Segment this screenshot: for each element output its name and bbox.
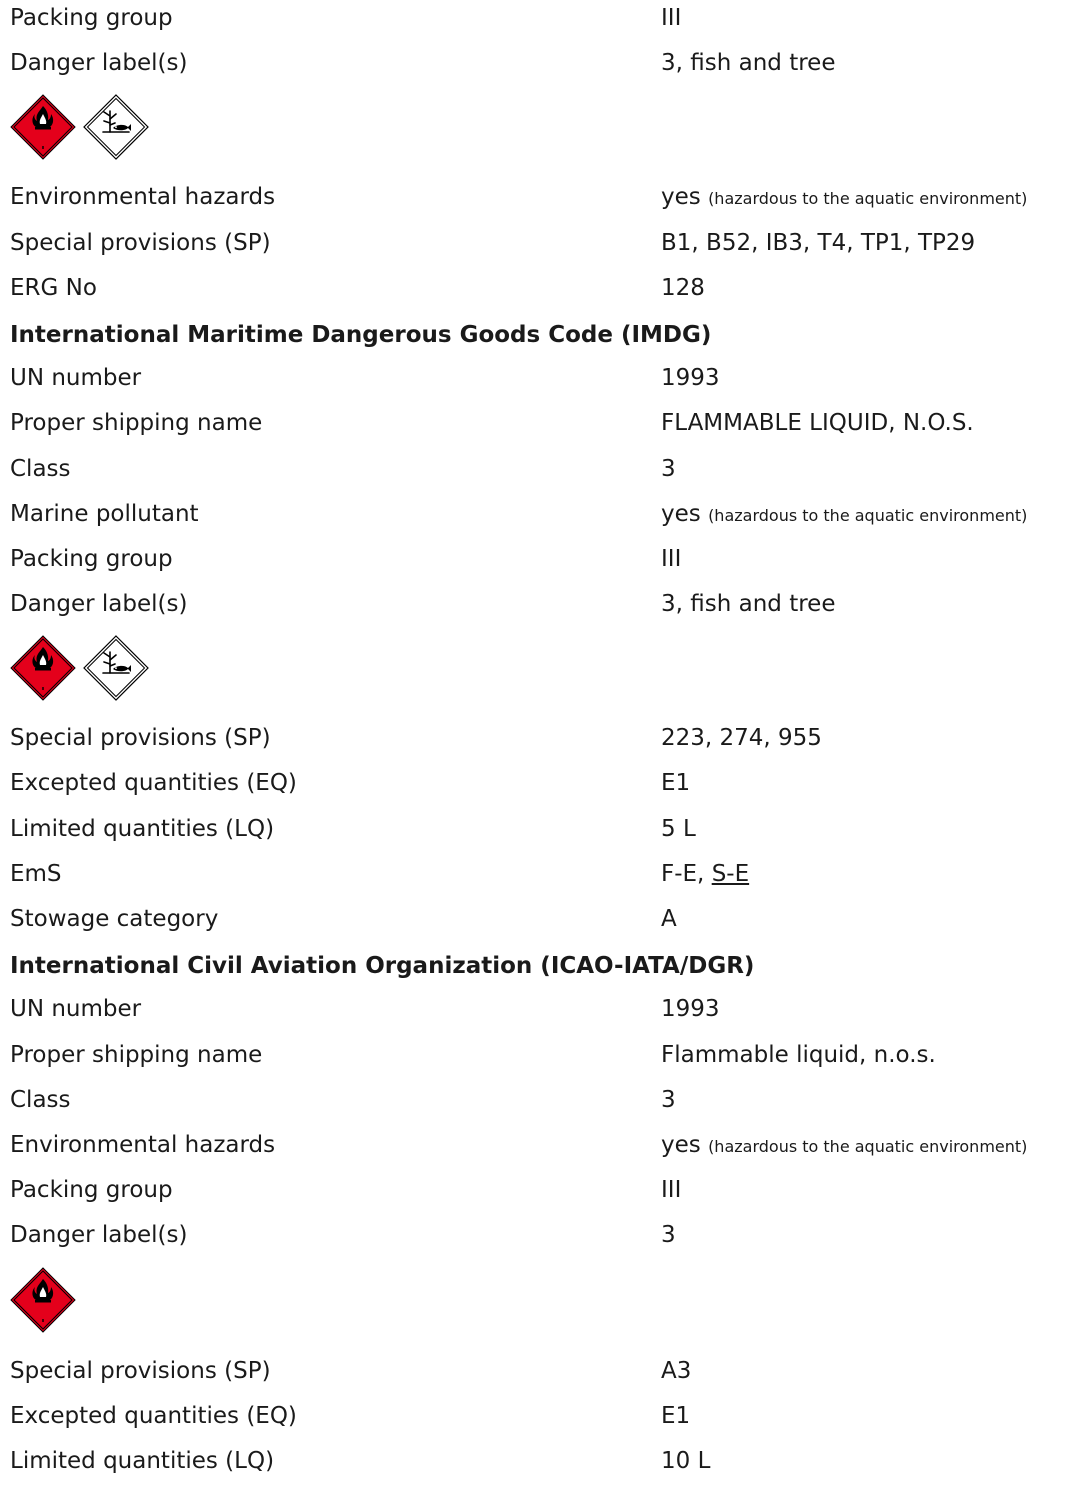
value-text: 223, 274, 955	[661, 725, 822, 752]
row-limited-quantities-lq	[10, 1443, 1083, 1488]
section-heading	[10, 946, 1083, 991]
value-text: 3	[661, 455, 676, 482]
row-label: Marine pollutant	[10, 500, 199, 527]
row-value	[661, 52, 835, 75]
row-special-provisions-sp	[10, 225, 1083, 270]
row-erg-no	[10, 270, 1083, 315]
row-label: Proper shipping name	[10, 410, 263, 437]
flammable-liquid-icon	[10, 635, 76, 701]
value-text: III	[661, 1177, 682, 1204]
value-text: Flammable liquid, n.o.s.	[661, 1041, 936, 1068]
row-label: Class	[10, 1086, 71, 1113]
environment-hazard-icon	[83, 94, 149, 160]
section-heading	[10, 315, 1083, 360]
row-proper-shipping-name	[10, 1037, 1083, 1082]
row-value	[661, 545, 682, 572]
row-class	[10, 1082, 1083, 1127]
row-value	[661, 7, 681, 30]
row-packing-group	[10, 0, 1083, 45]
row-value	[661, 455, 676, 482]
row-value	[661, 593, 835, 616]
row-danger-label-s	[10, 586, 1083, 631]
row-value	[661, 1402, 691, 1429]
value-text: 10 L	[661, 1447, 711, 1474]
row-stowage-category	[10, 901, 1083, 946]
value-text: III	[661, 5, 682, 31]
row-excepted-quantities-eq	[10, 1398, 1083, 1443]
row-label: Environmental hazards	[10, 184, 276, 211]
row-label: Excepted quantities (EQ)	[10, 1402, 297, 1429]
row-label: Stowage category	[10, 906, 219, 932]
row-value	[661, 186, 1027, 209]
value-text: E1	[661, 1402, 691, 1429]
row-ems	[10, 856, 1083, 901]
section-heading-text: International Maritime Dangerous Goods Code (IMDG)	[10, 321, 712, 348]
row-value	[661, 1131, 1028, 1158]
value-text: 3	[661, 1086, 676, 1113]
value-text: yes	[661, 1131, 701, 1158]
row-label: Packing group	[10, 1177, 173, 1204]
row-value	[661, 908, 677, 931]
row-value	[661, 1086, 676, 1113]
row-label: UN number	[10, 996, 142, 1023]
row-label: Danger label(s)	[10, 1222, 188, 1249]
danger-labels	[10, 631, 1083, 720]
danger-labels	[10, 90, 1083, 179]
row-label: Special provisions (SP)	[10, 229, 271, 256]
row-value	[661, 998, 720, 1021]
row-label: Limited quantities (LQ)	[10, 1447, 275, 1474]
row-label: Limited quantities (LQ)	[10, 815, 275, 842]
flammable-liquid-icon	[10, 1267, 76, 1333]
row-value	[661, 229, 976, 256]
value-text: III	[661, 545, 682, 572]
row-special-provisions-sp	[10, 1353, 1083, 1398]
row-class	[10, 451, 1083, 496]
transport-information-document	[10, 0, 1083, 1488]
row-limited-quantities-lq	[10, 811, 1083, 856]
value-note: (hazardous to the aquatic environment)	[708, 189, 1028, 209]
row-value	[661, 500, 1028, 527]
danger-labels	[10, 1263, 1083, 1353]
value-text: A3	[661, 1357, 692, 1384]
row-value	[661, 1357, 692, 1384]
value-text: 3, fish and tree	[661, 591, 836, 618]
row-label: Class	[10, 455, 71, 482]
row-special-provisions-sp	[10, 720, 1083, 765]
value-text: yes	[661, 184, 701, 211]
row-danger-label-s	[10, 45, 1083, 90]
value-text: B1, B52, IB3, T4, TP1, TP29	[661, 229, 976, 256]
row-label: Excepted quantities (EQ)	[10, 770, 297, 797]
row-label: UN number	[10, 365, 142, 392]
row-un-number	[10, 991, 1083, 1036]
row-value	[661, 1041, 936, 1068]
row-value	[661, 1447, 711, 1474]
row-un-number	[10, 360, 1083, 405]
row-label: Packing group	[10, 5, 173, 31]
value-text: 5 L	[661, 815, 696, 842]
row-label: Special provisions (SP)	[10, 725, 271, 752]
value-text: FLAMMABLE LIQUID, N.O.S.	[661, 410, 974, 437]
flammable-liquid-icon	[10, 94, 76, 160]
row-value	[661, 1179, 681, 1202]
value-note: (hazardous to the aquatic environment)	[708, 505, 1028, 525]
row-value	[661, 772, 690, 795]
value-text: 1993	[661, 365, 720, 392]
row-label: Packing group	[10, 545, 173, 572]
environment-hazard-icon	[83, 635, 149, 701]
value-text: 3, fish and tree	[661, 50, 836, 77]
row-label: Special provisions (SP)	[10, 1357, 271, 1384]
row-excepted-quantities-eq	[10, 765, 1083, 810]
row-packing-group	[10, 1172, 1083, 1217]
value-text: 3	[661, 1222, 676, 1249]
row-value	[661, 727, 822, 750]
row-marine-pollutant	[10, 496, 1083, 541]
value-text: F-E,	[661, 860, 712, 887]
row-value	[661, 815, 696, 842]
value-text: A	[661, 906, 677, 932]
row-environmental-hazards	[10, 1127, 1083, 1172]
row-label: Danger label(s)	[10, 50, 188, 77]
row-environmental-hazards	[10, 179, 1083, 224]
row-value	[661, 860, 750, 887]
row-label: EmS	[10, 860, 62, 887]
row-value	[661, 412, 974, 435]
row-value	[661, 367, 720, 390]
value-text: yes	[661, 500, 701, 527]
row-value	[661, 274, 705, 301]
section-heading-text: International Civil Aviation Organization (ICAO-IATA/DGR)	[10, 953, 755, 980]
value-text: 1993	[661, 996, 720, 1023]
row-danger-label-s	[10, 1217, 1083, 1262]
row-label: Environmental hazards	[10, 1131, 276, 1158]
row-label: Proper shipping name	[10, 1041, 263, 1068]
row-label: Danger label(s)	[10, 591, 188, 618]
value-text: E1	[661, 770, 691, 797]
ems-link[interactable]: S-E	[711, 860, 750, 887]
row-packing-group	[10, 541, 1083, 586]
row-label: ERG No	[10, 274, 97, 301]
row-proper-shipping-name	[10, 405, 1083, 450]
row-value	[661, 1224, 676, 1247]
value-text: 128	[661, 274, 705, 301]
value-note: (hazardous to the aquatic environment)	[708, 1136, 1028, 1156]
